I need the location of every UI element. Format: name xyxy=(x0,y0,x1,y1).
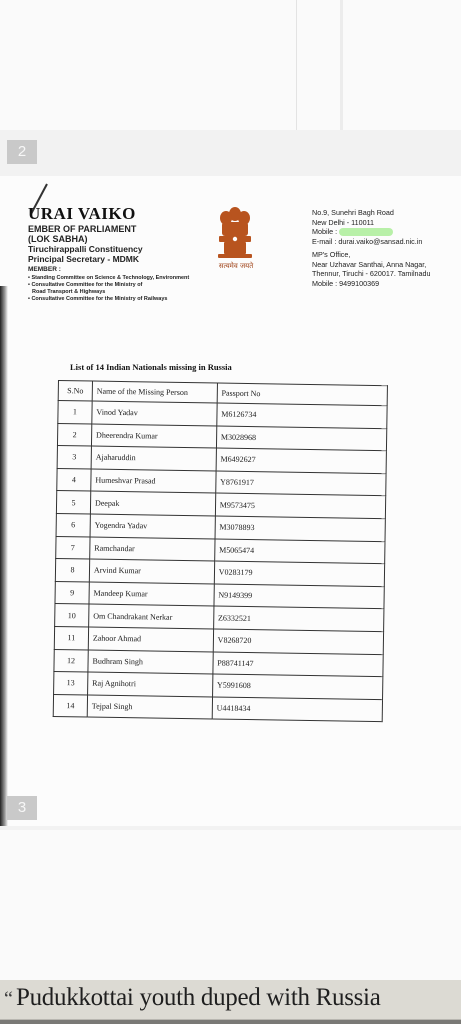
cell-passport: M3028968 xyxy=(216,426,387,451)
address-line: Near Uzhavar Santhai, Anna Nagar, xyxy=(312,259,427,269)
cell-passport: M9573475 xyxy=(215,493,386,518)
letterhead-line: Principal Secretary - MDMK xyxy=(28,254,140,264)
cell-passport: Y8761917 xyxy=(216,471,387,496)
cell-name: Humeshvar Prasad xyxy=(91,469,216,494)
blank-page-strip xyxy=(0,830,461,980)
cell-name: Tejpal Singh xyxy=(87,695,212,720)
cell-name: Mandeep Kumar xyxy=(89,582,214,607)
header-name: Name of the Missing Person xyxy=(92,381,217,403)
letterhead-line: EMBER OF PARLIAMENT xyxy=(28,224,137,234)
committee-line: • Consultative Committee for the Ministry of Railways xyxy=(28,296,168,302)
paper-fold-line xyxy=(340,0,343,130)
cell-sno: 10 xyxy=(55,604,89,627)
news-headline: Pudukkottai youth duped with Russia xyxy=(16,984,381,1011)
header-sno: S.No xyxy=(58,381,92,402)
cut-off-text-line xyxy=(0,1014,461,1024)
cell-sno: 6 xyxy=(56,513,90,536)
header-passport: Passport No xyxy=(217,383,388,406)
address-line: No.9, Sunehri Bagh Road xyxy=(312,208,394,217)
cell-name: Deepak xyxy=(90,491,215,516)
cell-sno: 1 xyxy=(58,401,92,424)
committee-line: • Consultative Committee for the Ministry of xyxy=(28,282,143,288)
cell-passport: N9149399 xyxy=(214,584,385,609)
table-row xyxy=(53,694,382,722)
cell-passport: M6126734 xyxy=(217,403,388,428)
cell-sno: 9 xyxy=(55,581,89,604)
previous-page-strip xyxy=(0,0,461,130)
address-line: Thennur, Tiruchi - 620017. Tamilnadu xyxy=(312,269,431,278)
cell-name: Ramchandar xyxy=(90,537,215,562)
page-number-badge[interactable]: 2 xyxy=(7,140,37,164)
committee-line: Road Transport & Highways xyxy=(32,289,106,295)
member-label: MEMBER : xyxy=(28,266,61,273)
page-number-badge[interactable]: 3 xyxy=(7,796,37,820)
cell-sno: 11 xyxy=(54,626,88,649)
missing-persons-table xyxy=(53,380,388,722)
cell-name: Zahoor Ahmad xyxy=(88,627,213,652)
mobile-label: Mobile : xyxy=(312,227,338,236)
cell-name: Budhram Singh xyxy=(88,650,213,675)
letterhead-right xyxy=(312,208,461,288)
cell-sno: 2 xyxy=(57,423,91,446)
cell-sno: 14 xyxy=(53,694,87,717)
cell-sno: 8 xyxy=(55,559,89,582)
cell-name: Raj Agnihotri xyxy=(87,672,212,697)
cell-name: Dheerendra Kumar xyxy=(91,424,216,449)
cell-name: Yogendra Yadav xyxy=(90,514,215,539)
cell-name: Vinod Yadav xyxy=(92,401,217,426)
cell-name: Arvind Kumar xyxy=(89,559,214,584)
letterhead-line: Tiruchirappalli Constituency xyxy=(28,244,143,254)
letter-page xyxy=(0,176,461,826)
missing-persons-table-wrap xyxy=(53,380,388,722)
cell-sno: 4 xyxy=(57,468,91,491)
cell-sno: 7 xyxy=(56,536,90,559)
cell-passport: M6492627 xyxy=(216,448,387,473)
newspaper-clipping xyxy=(0,980,461,1024)
table-title: List of 14 Indian Nationals missing in Russia xyxy=(70,362,232,372)
address-line: MP's Office, xyxy=(312,250,351,259)
national-emblem-icon xyxy=(214,202,256,262)
cell-passport: V0283179 xyxy=(214,561,385,586)
paper-fold-line xyxy=(296,0,297,130)
cell-sno: 5 xyxy=(56,491,90,514)
committee-line: • Standing Committee on Science & Technology, Environment xyxy=(28,275,190,281)
cell-passport: Y5991608 xyxy=(212,674,383,699)
redacted-number xyxy=(339,228,393,236)
email-line: E-mail : durai.vaiko@sansad.nic.in xyxy=(312,236,423,246)
cell-passport: V8268720 xyxy=(213,629,384,654)
office-mobile-line: Mobile : 9499100369 xyxy=(312,278,380,288)
mp-name: URAI VAIKO xyxy=(28,204,136,223)
quote-mark: “ xyxy=(4,988,13,1010)
cell-passport: Z6332521 xyxy=(213,606,384,631)
cell-passport: P88741147 xyxy=(213,651,384,676)
letterhead-left xyxy=(28,204,208,303)
cell-passport: M5065474 xyxy=(214,539,385,564)
cell-sno: 12 xyxy=(54,649,88,672)
cell-passport: U4418434 xyxy=(212,697,383,722)
cell-sno: 3 xyxy=(57,446,91,469)
cell-name: Om Chandrakant Nerkar xyxy=(89,604,214,629)
scan-shadow xyxy=(0,286,8,826)
letterhead-line: (LOK SABHA) xyxy=(28,234,88,244)
mobile-line xyxy=(312,227,461,237)
cell-name: Ajaharuddin xyxy=(91,446,216,471)
cell-passport: M3078893 xyxy=(215,516,386,541)
address-line: New Delhi - 110011 xyxy=(312,217,375,227)
emblem-caption: सत्यमेव जयते xyxy=(218,262,254,270)
cell-sno: 13 xyxy=(54,672,88,695)
